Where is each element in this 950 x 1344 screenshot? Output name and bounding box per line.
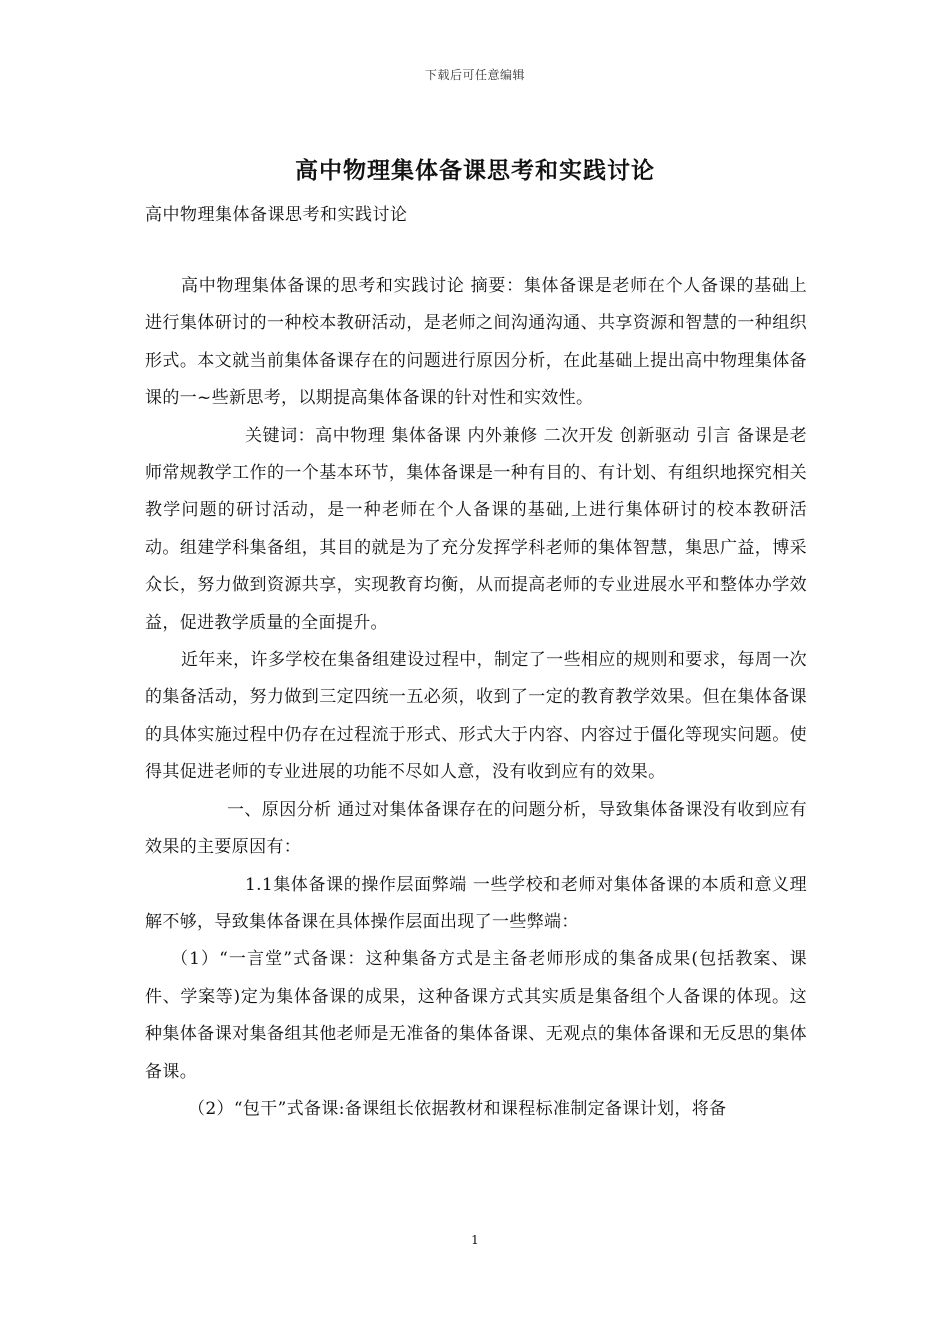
paragraph-item-2: （2）“包干”式备课:备课组长依据教材和课程标准制定备课计划，将备 bbox=[188, 1098, 727, 1119]
page-number: 1 bbox=[471, 1233, 479, 1247]
document-subtitle: 高中物理集体备课思考和实践讨论 bbox=[145, 205, 408, 225]
paragraph-abstract: 高中物理集体备课的思考和实践讨论 摘要：集体备课是老师在个人备课的基础上进行集体研讨的一种校本教研活动，是老师之间沟通沟通、共享资源和智慧的一种组织形式。本文就当前集体备课存在的问题进行原因分析，在此基础上提出高中物理集体备课的一~些新思考，以期提高集体备课的针对性和实效性。 bbox=[145, 276, 807, 409]
paragraph-keywords-introduction: 关键词：高中物理 集体备课 内外兼修 二次开发 创新驱动 引言 备课是老师常规教学工作的一个基本环节，集体备课是一种有目的、有计划、有组织地探究相关教学问题的研讨活动，是一种老师在个人备课的基础,上进行集体研讨的校本教研活动。组建学科集备组，其目的就是为了充分发挥学科老师的集体智慧，集思广益，博采众长，努力做到资源共享，实现教育均衡，从而提高老师的专业进展水平和整体办学效益，促进教学质量的全面提升。 bbox=[145, 425, 807, 633]
body-text bbox=[145, 268, 807, 1128]
paragraph-recent-years: 近年来，许多学校在集备组建设过程中，制定了一些相应的规则和要求，每周一次的集备活动，努力做到三定四统一五必须，收到了一定的教育教学效果。但在集体备课的具体实施过程中仍存在过程流于形式、形式大于内容、内容过于僵化等现实问题。使得其促进老师的专业进展的功能不尽如人意，没有收到应有的效果。 bbox=[145, 650, 807, 783]
document-title: 高中物理集体备课思考和实践讨论 bbox=[295, 157, 655, 184]
paragraph-item-1: （1）“一言堂”式备课：这种集备方式是主备老师形成的集备成果(包括教案、课件、学案等)定为集体备课的成果，这种备课方式其实质是集备组个人备课的体现。这种集体备课对集备组其他老师是无准备的集体备课、无观点的集体备课和无反思的集体备课。 bbox=[145, 949, 807, 1082]
paragraph-section-1-1: 1.1集体备课的操作层面弊端 一些学校和老师对集体备课的本质和意义理解不够，导致集体备课在具体操作层面出现了一些弊端： bbox=[145, 874, 807, 932]
paragraph-cause-analysis: 一、原因分析 通过对集体备课存在的问题分析，导致集体备课没有收到应有效果的主要原因有： bbox=[145, 799, 807, 858]
header-note: 下载后可任意编辑 bbox=[424, 68, 525, 82]
